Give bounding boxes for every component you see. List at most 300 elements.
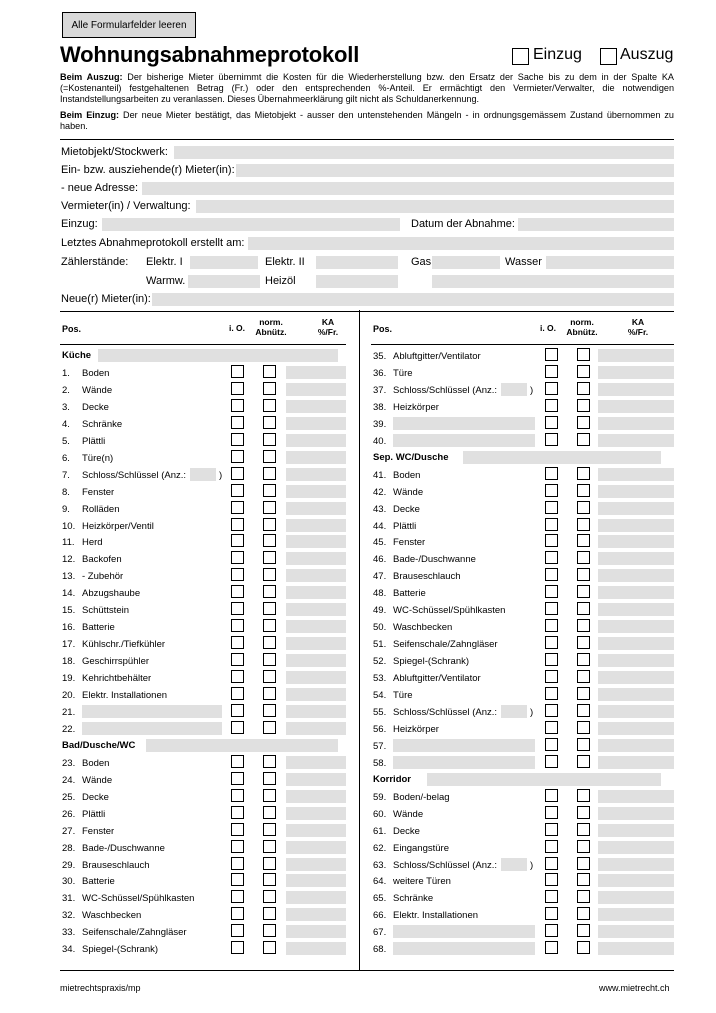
cost-share-input[interactable] — [598, 824, 674, 837]
warmw-input[interactable] — [188, 275, 260, 288]
normal-wear-checkbox[interactable] — [263, 518, 276, 531]
cost-share-input[interactable] — [286, 858, 346, 871]
in-order-checkbox[interactable] — [545, 789, 558, 802]
item-number: 26. — [62, 809, 76, 820]
einzug-checkbox[interactable] — [512, 48, 529, 65]
normal-wear-checkbox[interactable] — [577, 619, 590, 632]
item-label: Wände — [82, 385, 113, 396]
pos-header: Pos. — [62, 324, 82, 334]
in-order-checkbox[interactable] — [545, 399, 558, 412]
in-order-checkbox[interactable] — [545, 501, 558, 514]
adresse-input[interactable] — [142, 182, 674, 195]
normal-wear-checkbox[interactable] — [263, 823, 276, 836]
cost-share-input[interactable] — [286, 519, 346, 532]
normal-wear-checkbox[interactable] — [577, 873, 590, 886]
heizoel-input[interactable] — [316, 275, 398, 288]
section-note-input[interactable] — [146, 739, 338, 752]
normal-wear-checkbox[interactable] — [263, 789, 276, 802]
item-number: 13. — [62, 571, 76, 582]
cost-share-input[interactable] — [286, 417, 346, 430]
paren-close: ) — [530, 860, 534, 871]
item-number: 24. — [62, 775, 76, 786]
in-order-checkbox[interactable] — [545, 534, 558, 547]
cost-share-input[interactable] — [598, 908, 674, 921]
normal-wear-checkbox[interactable] — [263, 806, 276, 819]
gas-input[interactable] — [432, 256, 500, 269]
item-label: Kehrichtbehälter — [82, 673, 152, 684]
cost-share-input[interactable] — [598, 688, 674, 701]
normal-wear-checkbox[interactable] — [263, 467, 276, 480]
in-order-checkbox[interactable] — [231, 416, 244, 429]
in-order-checkbox[interactable] — [231, 840, 244, 853]
item-label: Herd — [82, 537, 103, 548]
normal-wear-checkbox[interactable] — [263, 687, 276, 700]
elektr2-input[interactable] — [316, 256, 398, 269]
item-label: - Zubehör — [82, 571, 124, 582]
in-order-checkbox[interactable] — [231, 568, 244, 581]
item-label: Backofen — [82, 554, 122, 565]
in-order-checkbox[interactable] — [545, 518, 558, 531]
letztes-input[interactable] — [248, 237, 674, 250]
in-order-checkbox[interactable] — [231, 907, 244, 920]
normal-wear-checkbox[interactable] — [263, 382, 276, 395]
normal-wear-checkbox[interactable] — [577, 518, 590, 531]
cost-share-input[interactable] — [598, 366, 674, 379]
cost-share-input[interactable] — [286, 535, 346, 548]
normal-wear-checkbox[interactable] — [263, 568, 276, 581]
in-order-checkbox[interactable] — [231, 636, 244, 649]
cost-share-input[interactable] — [598, 417, 674, 430]
cost-share-input[interactable] — [598, 858, 674, 871]
section-heading: Küche — [62, 350, 92, 361]
item-label: Plättli — [82, 809, 106, 820]
in-order-checkbox[interactable] — [545, 687, 558, 700]
normal-wear-checkbox[interactable] — [577, 636, 590, 649]
in-order-checkbox[interactable] — [231, 941, 244, 954]
letztes-label: Letztes Abnahmeprotokoll erstellt am: — [61, 237, 245, 249]
in-order-checkbox[interactable] — [545, 670, 558, 683]
normal-wear-checkbox[interactable] — [263, 941, 276, 954]
abnahme-date-input[interactable] — [518, 218, 674, 231]
custom-item-input[interactable] — [82, 705, 222, 718]
normal-wear-checkbox[interactable] — [577, 534, 590, 547]
in-order-checkbox[interactable] — [231, 365, 244, 378]
in-order-checkbox[interactable] — [231, 653, 244, 666]
item-number: 64. — [373, 876, 387, 887]
cost-share-input[interactable] — [286, 400, 346, 413]
item-number: 20. — [62, 690, 76, 701]
cost-share-input[interactable] — [598, 637, 674, 650]
normal-wear-checkbox[interactable] — [263, 501, 276, 514]
in-order-checkbox[interactable] — [545, 823, 558, 836]
normal-wear-checkbox[interactable] — [263, 365, 276, 378]
normal-wear-checkbox[interactable] — [577, 467, 590, 480]
abnahme-date-label: Datum der Abnahme: — [411, 218, 515, 230]
in-order-checkbox[interactable] — [545, 602, 558, 615]
cost-share-input[interactable] — [598, 620, 674, 633]
in-order-checkbox[interactable] — [545, 704, 558, 717]
normal-wear-checkbox[interactable] — [577, 721, 590, 734]
cost-share-input[interactable] — [286, 502, 346, 515]
cost-share-input[interactable] — [598, 739, 674, 752]
in-order-checkbox[interactable] — [545, 416, 558, 429]
custom-item-input[interactable] — [82, 722, 222, 735]
item-number: 6. — [62, 453, 70, 464]
cost-share-input[interactable] — [598, 891, 674, 904]
normal-wear-checkbox[interactable] — [263, 907, 276, 920]
in-order-checkbox[interactable] — [545, 382, 558, 395]
normal-wear-checkbox[interactable] — [263, 551, 276, 564]
cost-share-input[interactable] — [598, 654, 674, 667]
footer-left: mietrechtspraxis/mp — [60, 983, 141, 993]
cost-share-input[interactable] — [286, 366, 346, 379]
item-number: 18. — [62, 656, 76, 667]
cost-share-input[interactable] — [598, 349, 674, 362]
cost-share-input[interactable] — [286, 383, 346, 396]
in-order-checkbox[interactable] — [545, 721, 558, 734]
normal-wear-checkbox[interactable] — [577, 382, 590, 395]
cost-share-input[interactable] — [598, 569, 674, 582]
item-label: Fenster — [82, 487, 115, 498]
cost-share-input[interactable] — [286, 654, 346, 667]
cost-share-input[interactable] — [598, 603, 674, 616]
item-number: 30. — [62, 876, 76, 887]
in-order-checkbox[interactable] — [545, 907, 558, 920]
normal-wear-checkbox[interactable] — [263, 670, 276, 683]
custom-item-input[interactable] — [393, 942, 535, 955]
in-order-checkbox[interactable] — [231, 450, 244, 463]
normal-wear-checkbox[interactable] — [577, 907, 590, 920]
cost-share-input[interactable] — [286, 773, 346, 786]
normal-wear-checkbox[interactable] — [263, 636, 276, 649]
mietobjekt-input[interactable] — [174, 146, 674, 159]
item-number: 35. — [373, 351, 387, 362]
item-number: 63. — [373, 860, 387, 871]
cost-share-input[interactable] — [286, 688, 346, 701]
ka-header-right-line2: %/Fr. — [627, 326, 649, 337]
normal-wear-checkbox[interactable] — [577, 551, 590, 564]
normal-wear-checkbox[interactable] — [577, 602, 590, 615]
normal-wear-checkbox[interactable] — [577, 653, 590, 666]
custom-item-input[interactable] — [393, 925, 535, 938]
cost-share-input[interactable] — [598, 400, 674, 413]
in-order-checkbox[interactable] — [545, 568, 558, 581]
normal-wear-checkbox[interactable] — [577, 755, 590, 768]
normal-wear-checkbox[interactable] — [577, 568, 590, 581]
io-header: i. O. — [228, 323, 246, 333]
item-number: 61. — [373, 826, 387, 837]
clear-form-button[interactable]: Alle Formularfelder leeren — [62, 12, 196, 38]
cost-share-input[interactable] — [286, 925, 346, 938]
item-label: Waschbecken — [82, 910, 142, 921]
cost-share-input[interactable] — [598, 756, 674, 769]
normal-wear-checkbox[interactable] — [577, 348, 590, 361]
in-order-checkbox[interactable] — [231, 789, 244, 802]
cost-share-input[interactable] — [598, 807, 674, 820]
cost-share-input[interactable] — [286, 620, 346, 633]
section-note-input[interactable] — [463, 451, 661, 464]
in-order-checkbox[interactable] — [231, 619, 244, 632]
item-label: Decke — [393, 826, 420, 837]
cost-share-input[interactable] — [286, 908, 346, 921]
in-order-checkbox[interactable] — [545, 653, 558, 666]
cost-share-input[interactable] — [286, 891, 346, 904]
normal-wear-checkbox[interactable] — [263, 704, 276, 717]
item-label: Wände — [393, 487, 424, 498]
normal-wear-checkbox[interactable] — [577, 433, 590, 446]
normal-wear-checkbox[interactable] — [263, 873, 276, 886]
normal-wear-checkbox[interactable] — [263, 772, 276, 785]
item-label: Schloss/Schlüssel (Anz.: — [393, 860, 498, 871]
key-count-input[interactable] — [501, 858, 527, 871]
normal-wear-checkbox[interactable] — [577, 738, 590, 751]
in-order-checkbox[interactable] — [545, 585, 558, 598]
in-order-checkbox[interactable] — [231, 501, 244, 514]
in-order-checkbox[interactable] — [545, 619, 558, 632]
normal-wear-checkbox[interactable] — [577, 687, 590, 700]
normal-wear-checkbox[interactable] — [577, 585, 590, 598]
normal-wear-checkbox[interactable] — [577, 941, 590, 954]
normal-wear-checkbox[interactable] — [263, 857, 276, 870]
in-order-checkbox[interactable] — [545, 857, 558, 870]
key-count-input[interactable] — [501, 705, 527, 718]
in-order-checkbox[interactable] — [231, 806, 244, 819]
normal-wear-checkbox[interactable] — [577, 670, 590, 683]
item-number: 2. — [62, 385, 70, 396]
vermieter-label: Vermieter(in) / Verwaltung: — [61, 200, 191, 212]
normal-wear-checkbox[interactable] — [263, 721, 276, 734]
item-label: Geschirrspühler — [82, 656, 150, 667]
cost-share-input[interactable] — [286, 451, 346, 464]
in-order-checkbox[interactable] — [231, 433, 244, 446]
right-table-rule — [371, 344, 674, 345]
normal-wear-checkbox[interactable] — [577, 416, 590, 429]
cost-share-input[interactable] — [286, 807, 346, 820]
item-label: Schränke — [393, 893, 434, 904]
in-order-checkbox[interactable] — [545, 365, 558, 378]
item-number: 57. — [373, 741, 387, 752]
in-order-checkbox[interactable] — [231, 467, 244, 480]
in-order-checkbox[interactable] — [231, 755, 244, 768]
in-order-checkbox[interactable] — [231, 890, 244, 903]
in-order-checkbox[interactable] — [231, 585, 244, 598]
cost-share-input[interactable] — [598, 434, 674, 447]
in-order-checkbox[interactable] — [231, 721, 244, 734]
normal-wear-checkbox[interactable] — [263, 433, 276, 446]
cost-share-input[interactable] — [598, 586, 674, 599]
key-count-input[interactable] — [501, 383, 527, 396]
item-label: Wände — [82, 775, 113, 786]
elektr1-input[interactable] — [190, 256, 258, 269]
cost-share-input[interactable] — [598, 874, 674, 887]
cost-share-input[interactable] — [598, 535, 674, 548]
item-number: 19. — [62, 673, 76, 684]
in-order-checkbox[interactable] — [231, 518, 244, 531]
auszug-checkbox[interactable] — [600, 48, 617, 65]
in-order-checkbox[interactable] — [231, 534, 244, 547]
in-order-checkbox[interactable] — [231, 399, 244, 412]
normal-wear-checkbox[interactable] — [577, 365, 590, 378]
in-order-checkbox[interactable] — [545, 806, 558, 819]
item-label: Plättli — [393, 521, 417, 532]
custom-item-input[interactable] — [393, 739, 535, 752]
item-number: 38. — [373, 402, 387, 413]
cost-share-input[interactable] — [598, 705, 674, 718]
cost-share-input[interactable] — [286, 790, 346, 803]
norm-header-right-line1: norm. — [570, 317, 594, 327]
cost-share-input[interactable] — [598, 468, 674, 481]
cost-share-input[interactable] — [286, 569, 346, 582]
neuer_mieter-input[interactable] — [152, 293, 674, 306]
norm-header-line2: Abnütz. — [255, 326, 287, 337]
normal-wear-checkbox[interactable] — [577, 484, 590, 497]
cost-share-input[interactable] — [286, 756, 346, 769]
in-order-checkbox[interactable] — [231, 857, 244, 870]
cost-share-input[interactable] — [286, 434, 346, 447]
cost-share-input[interactable] — [598, 383, 674, 396]
in-order-checkbox[interactable] — [231, 823, 244, 836]
in-order-checkbox[interactable] — [545, 941, 558, 954]
mieter-label: Ein- bzw. ausziehende(r) Mieter(in): — [61, 164, 235, 176]
normal-wear-checkbox[interactable] — [577, 399, 590, 412]
in-order-checkbox[interactable] — [545, 484, 558, 497]
in-order-checkbox[interactable] — [545, 636, 558, 649]
normal-wear-checkbox[interactable] — [263, 890, 276, 903]
item-number: 28. — [62, 843, 76, 854]
cost-share-input[interactable] — [286, 671, 346, 684]
paren-close: ) — [530, 707, 534, 718]
in-order-checkbox[interactable] — [231, 924, 244, 937]
item-label: Spiegel-(Schrank) — [82, 944, 159, 955]
normal-wear-checkbox[interactable] — [577, 501, 590, 514]
cost-share-input[interactable] — [598, 790, 674, 803]
key-count-input[interactable] — [190, 468, 216, 481]
normal-wear-checkbox[interactable] — [263, 416, 276, 429]
item-label: Heizkörper/Ventil — [82, 521, 154, 532]
cost-share-input[interactable] — [286, 705, 346, 718]
section-note-input[interactable] — [98, 349, 338, 362]
item-number: 8. — [62, 487, 70, 498]
cost-share-input[interactable] — [286, 603, 346, 616]
item-number: 25. — [62, 792, 76, 803]
cost-share-input[interactable] — [598, 841, 674, 854]
normal-wear-checkbox[interactable] — [263, 924, 276, 937]
cost-share-input[interactable] — [286, 468, 346, 481]
custom-item-input[interactable] — [393, 417, 535, 430]
in-order-checkbox[interactable] — [545, 890, 558, 903]
item-label: Schränke — [82, 419, 123, 430]
normal-wear-checkbox[interactable] — [263, 450, 276, 463]
normal-wear-checkbox[interactable] — [263, 602, 276, 615]
in-order-checkbox[interactable] — [545, 924, 558, 937]
cost-share-input[interactable] — [598, 925, 674, 938]
in-order-checkbox[interactable] — [231, 382, 244, 395]
cost-share-input[interactable] — [286, 874, 346, 887]
section-heading: Korridor — [373, 774, 411, 785]
item-label: Batterie — [82, 622, 115, 633]
vermieter-input[interactable] — [196, 200, 674, 213]
item-label: Fenster — [393, 537, 426, 548]
item-label: Türe — [393, 368, 413, 379]
normal-wear-checkbox[interactable] — [263, 755, 276, 768]
cost-share-input[interactable] — [286, 586, 346, 599]
normal-wear-checkbox[interactable] — [577, 890, 590, 903]
normal-wear-checkbox[interactable] — [263, 840, 276, 853]
cost-share-input[interactable] — [286, 942, 346, 955]
cost-share-input[interactable] — [598, 485, 674, 498]
item-number: 15. — [62, 605, 76, 616]
in-order-checkbox[interactable] — [231, 484, 244, 497]
normal-wear-checkbox[interactable] — [263, 653, 276, 666]
wasser-input[interactable] — [546, 256, 674, 269]
cost-share-input[interactable] — [286, 722, 346, 735]
einzug-date-input[interactable] — [102, 218, 400, 231]
cost-share-input[interactable] — [286, 552, 346, 565]
cost-share-input[interactable] — [598, 942, 674, 955]
cost-share-input[interactable] — [286, 824, 346, 837]
in-order-checkbox[interactable] — [231, 772, 244, 785]
normal-wear-checkbox[interactable] — [577, 924, 590, 937]
cost-share-input[interactable] — [286, 637, 346, 650]
item-number: 49. — [373, 605, 387, 616]
in-order-checkbox[interactable] — [545, 873, 558, 886]
normal-wear-checkbox[interactable] — [577, 857, 590, 870]
in-order-checkbox[interactable] — [545, 433, 558, 446]
in-order-checkbox[interactable] — [545, 738, 558, 751]
cost-share-input[interactable] — [598, 502, 674, 515]
normal-wear-checkbox[interactable] — [263, 534, 276, 547]
normal-wear-checkbox[interactable] — [577, 704, 590, 717]
custom-item-input[interactable] — [393, 756, 535, 769]
cost-share-input[interactable] — [598, 671, 674, 684]
cost-share-input[interactable] — [598, 722, 674, 735]
normal-wear-checkbox[interactable] — [263, 484, 276, 497]
in-order-checkbox[interactable] — [231, 551, 244, 564]
norm-header-line1: norm. — [259, 317, 283, 327]
item-label: Brauseschlauch — [393, 571, 461, 582]
normal-wear-checkbox[interactable] — [263, 585, 276, 598]
in-order-checkbox[interactable] — [545, 755, 558, 768]
einzug-label: Einzug — [533, 46, 582, 63]
item-number: 16. — [62, 622, 76, 633]
in-order-checkbox[interactable] — [545, 551, 558, 564]
in-order-checkbox[interactable] — [231, 687, 244, 700]
item-label: Spiegel-(Schrank) — [393, 656, 470, 667]
in-order-checkbox[interactable] — [231, 704, 244, 717]
mieter-input[interactable] — [236, 164, 674, 177]
normal-wear-checkbox[interactable] — [263, 399, 276, 412]
norm-header — [252, 318, 290, 337]
extra-meter-input[interactable] — [432, 275, 674, 288]
cost-share-input[interactable] — [286, 841, 346, 854]
normal-wear-checkbox[interactable] — [577, 789, 590, 802]
cost-share-input[interactable] — [598, 519, 674, 532]
normal-wear-checkbox[interactable] — [577, 840, 590, 853]
cost-share-input[interactable] — [598, 552, 674, 565]
section-note-input[interactable] — [427, 773, 661, 786]
in-order-checkbox[interactable] — [545, 840, 558, 853]
in-order-checkbox[interactable] — [545, 348, 558, 361]
in-order-checkbox[interactable] — [231, 602, 244, 615]
in-order-checkbox[interactable] — [231, 670, 244, 683]
custom-item-input[interactable] — [393, 434, 535, 447]
in-order-checkbox[interactable] — [231, 873, 244, 886]
in-order-checkbox[interactable] — [545, 467, 558, 480]
normal-wear-checkbox[interactable] — [577, 806, 590, 819]
normal-wear-checkbox[interactable] — [263, 619, 276, 632]
cost-share-input[interactable] — [286, 485, 346, 498]
normal-wear-checkbox[interactable] — [577, 823, 590, 836]
